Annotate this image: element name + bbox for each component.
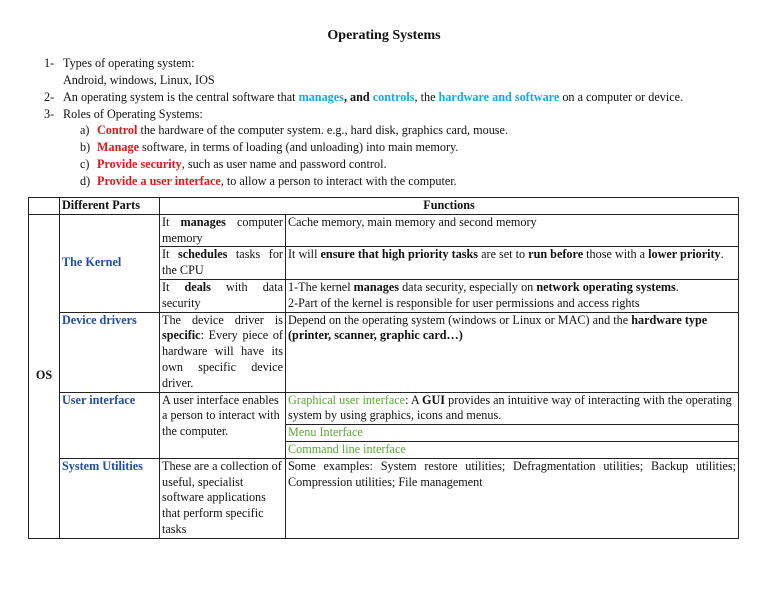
header-functions: Functions xyxy=(160,198,739,215)
role-c: c) Provide security, such as user name and password control. xyxy=(80,157,387,171)
os-label: OS xyxy=(29,214,60,538)
drivers-func: Depend on the operating system (windows or Linux or MAC) and the hardware type (printer, scanner, graphic card…) xyxy=(286,312,739,392)
utilities-desc: These are a collection of useful, specialist software applications that perform specific tasks xyxy=(160,458,286,538)
item-number: 2- xyxy=(44,90,55,104)
table-row xyxy=(29,392,739,425)
kernel-func-3: 1-The kernel manages data security, especially on network operating systems. 2-Part of the kernel is responsible for user permissions and access rights xyxy=(286,279,739,312)
part-user-interface: User interface xyxy=(60,392,160,458)
kernel-desc-2: It schedules tasks for the CPU xyxy=(160,247,286,280)
table-row xyxy=(29,458,739,538)
kernel-func-1: Cache memory, main memory and second memory xyxy=(286,214,739,247)
drivers-desc: The device driver is specific: Every piece of hardware will have its own specific device driver. xyxy=(160,312,286,392)
table-header-row xyxy=(29,198,739,215)
role-b: b) Manage software, in terms of loading (and unloading) into main memory. xyxy=(80,140,459,154)
ui-func-gui: Graphical user interface: A GUI provides an intuitive way of interacting with the operating system by using graphics, icons and menus. xyxy=(286,392,739,425)
table-row xyxy=(29,214,739,247)
intro-item-1-sub: Android, windows, Linux, IOS xyxy=(63,73,215,87)
role-d: d) Provide a user interface, to allow a person to interact with the computer. xyxy=(80,174,457,188)
intro-item-3 xyxy=(44,106,203,122)
part-device-drivers: Device drivers xyxy=(60,312,160,392)
item-text: An operating system is the central software that manages, and controls, the hardware and software on a computer or device. xyxy=(63,90,684,104)
item-number: 1- xyxy=(44,56,55,70)
page-title: Operating Systems xyxy=(327,28,441,43)
os-table xyxy=(28,197,739,539)
kernel-desc-1: It manages computer memory xyxy=(160,214,286,247)
utilities-func: Some examples: System restore utilities; Defragmentation utilities; Backup utilities; Compression utilities; File management xyxy=(286,458,739,538)
item-number: 3- xyxy=(44,107,55,121)
role-a: a) Control the hardware of the computer system. e.g., hard disk, graphics card, mouse. xyxy=(80,123,508,137)
kernel-func-2: It will ensure that high priority tasks are set to run before those with a lower priority. xyxy=(286,247,739,280)
part-kernel: The Kernel xyxy=(60,214,160,312)
header-parts: Different Parts xyxy=(60,198,160,215)
ui-func-cli: Command line interface xyxy=(286,441,739,458)
intro-item-2 xyxy=(44,89,684,105)
ui-desc: A user interface enables a person to interact with the computer. xyxy=(160,392,286,458)
item-text: Types of operating system: xyxy=(63,56,195,70)
ui-func-menu: Menu Interface xyxy=(286,425,739,442)
part-system-utilities: System Utilities xyxy=(60,458,160,538)
table-row xyxy=(29,312,739,392)
intro-item-1 xyxy=(44,55,195,71)
kernel-desc-3: It deals with data security xyxy=(160,279,286,312)
item-text: Roles of Operating Systems: xyxy=(63,107,203,121)
